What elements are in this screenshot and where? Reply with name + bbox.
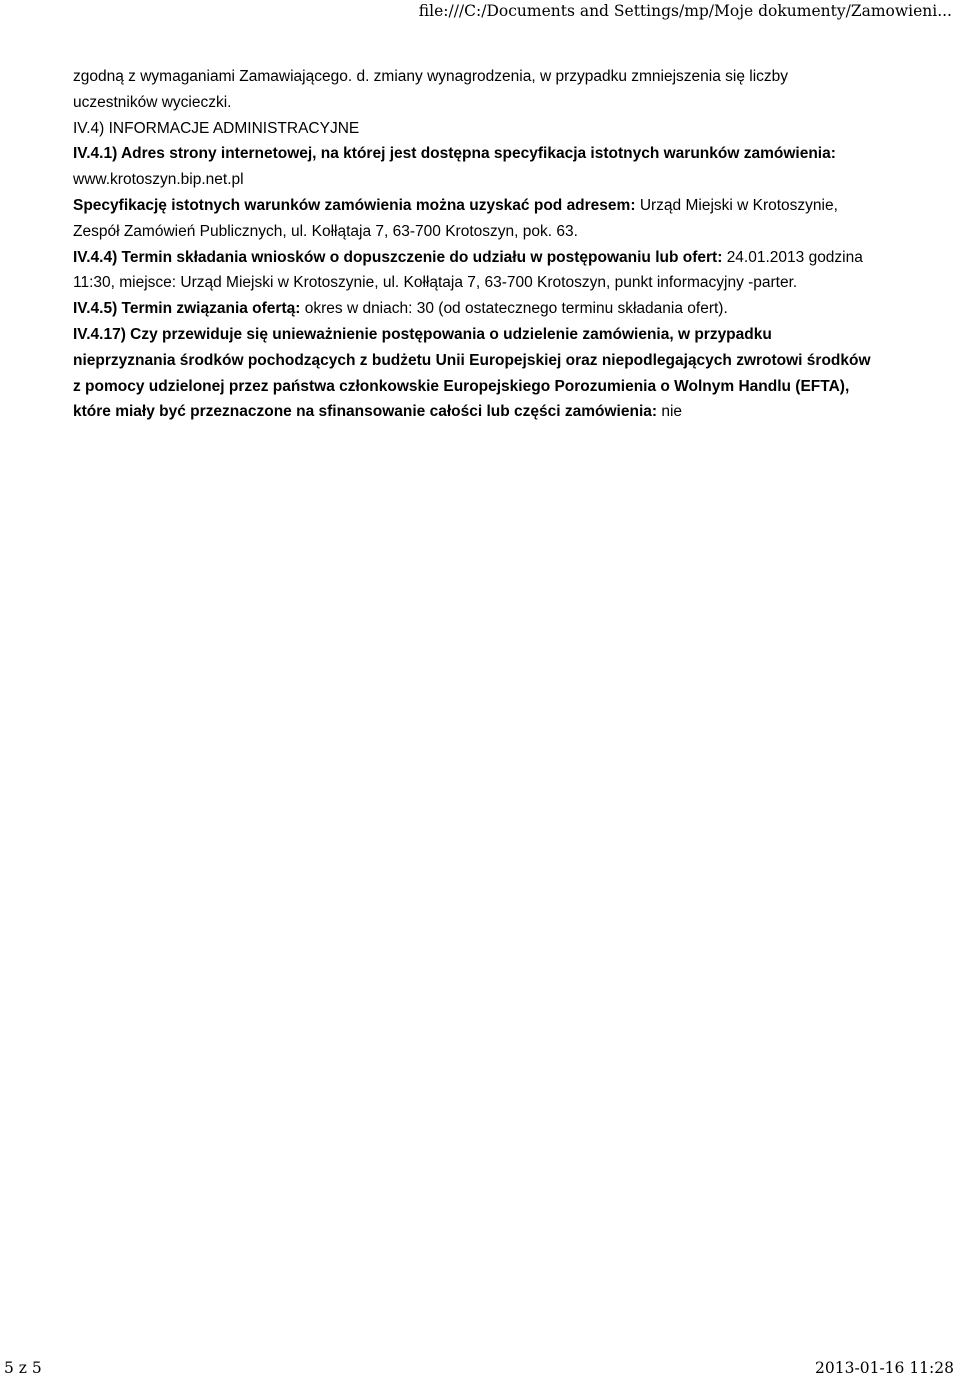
item-iv44-deadline xyxy=(73,245,873,297)
paragraph-award-conditions: zgodną z wymaganiami Zamawiającego. d. zmiany wynagrodzenia, w przypadku zmniejszenia się liczby uczestników wycieczki. xyxy=(73,68,789,111)
item-iv45-value: okres w dniach: 30 (od ostatecznego terminu składania ofert). xyxy=(304,300,728,318)
item-specification-address xyxy=(73,193,873,245)
item-iv44-label: IV.4.4) Termin składania wniosków o dopuszczenie do udziału w postępowaniu lub ofert: xyxy=(73,248,723,266)
item-iv44-value: 24.01.2013 godzina 11:30, miejsce: Urząd Miejski w Krotoszynie, ul. Kołłątaja 7, 63-700 Krotoszyn, punkt informacyjny -parter. xyxy=(73,248,863,292)
item-iv41-value: www.krotoszyn.bip.net.pl xyxy=(73,171,244,189)
item-iv45-label: IV.4.5) Termin związania ofertą: xyxy=(73,300,301,318)
print-timestamp: 2013-01-16 11:28 xyxy=(815,1359,954,1377)
item-iv417-cancellation xyxy=(73,322,873,425)
spec-value: Urząd Miejski w Krotoszynie, Zespół Zamówień Publicznych, ul. Kołłątaja 7, 63-700 Krotoszyn, pok. 63. xyxy=(73,196,838,240)
item-iv45-binding-period xyxy=(73,296,873,322)
print-header-file-path: file:///C:/Documents and Settings/mp/Moje dokumenty/Zamowieni... xyxy=(418,2,952,20)
page-counter: 5 z 5 xyxy=(4,1359,42,1377)
item-iv41-label: IV.4.1) Adres strony internetowej, na której jest dostępna specyfikacja istotnych warunków zamówienia: xyxy=(73,145,836,163)
document-content xyxy=(73,64,873,425)
item-iv417-value: nie xyxy=(661,403,683,421)
section-heading-administrative-info: IV.4) INFORMACJE ADMINISTRACYJNE xyxy=(73,119,360,137)
item-iv417-label: IV.4.17) Czy przewiduje się unieważnienie postępowania o udzielenie zamówienia, w przypadku nieprzyznania środków pochodzących z budżetu Unii Europejskiej oraz niepodlegających zwrotowi środków z pomocy udzielonej przez państwa członkowskie Europejskiego Porozumienia o Wolnym Handlu (EFTA), które miały być przeznaczone na sfinansowanie całości lub części zamówienia: xyxy=(73,325,871,421)
item-iv41-website xyxy=(73,141,873,193)
spec-label: Specyfikację istotnych warunków zamówienia można uzyskać pod adresem: xyxy=(73,196,636,214)
print-footer xyxy=(0,1358,960,1378)
